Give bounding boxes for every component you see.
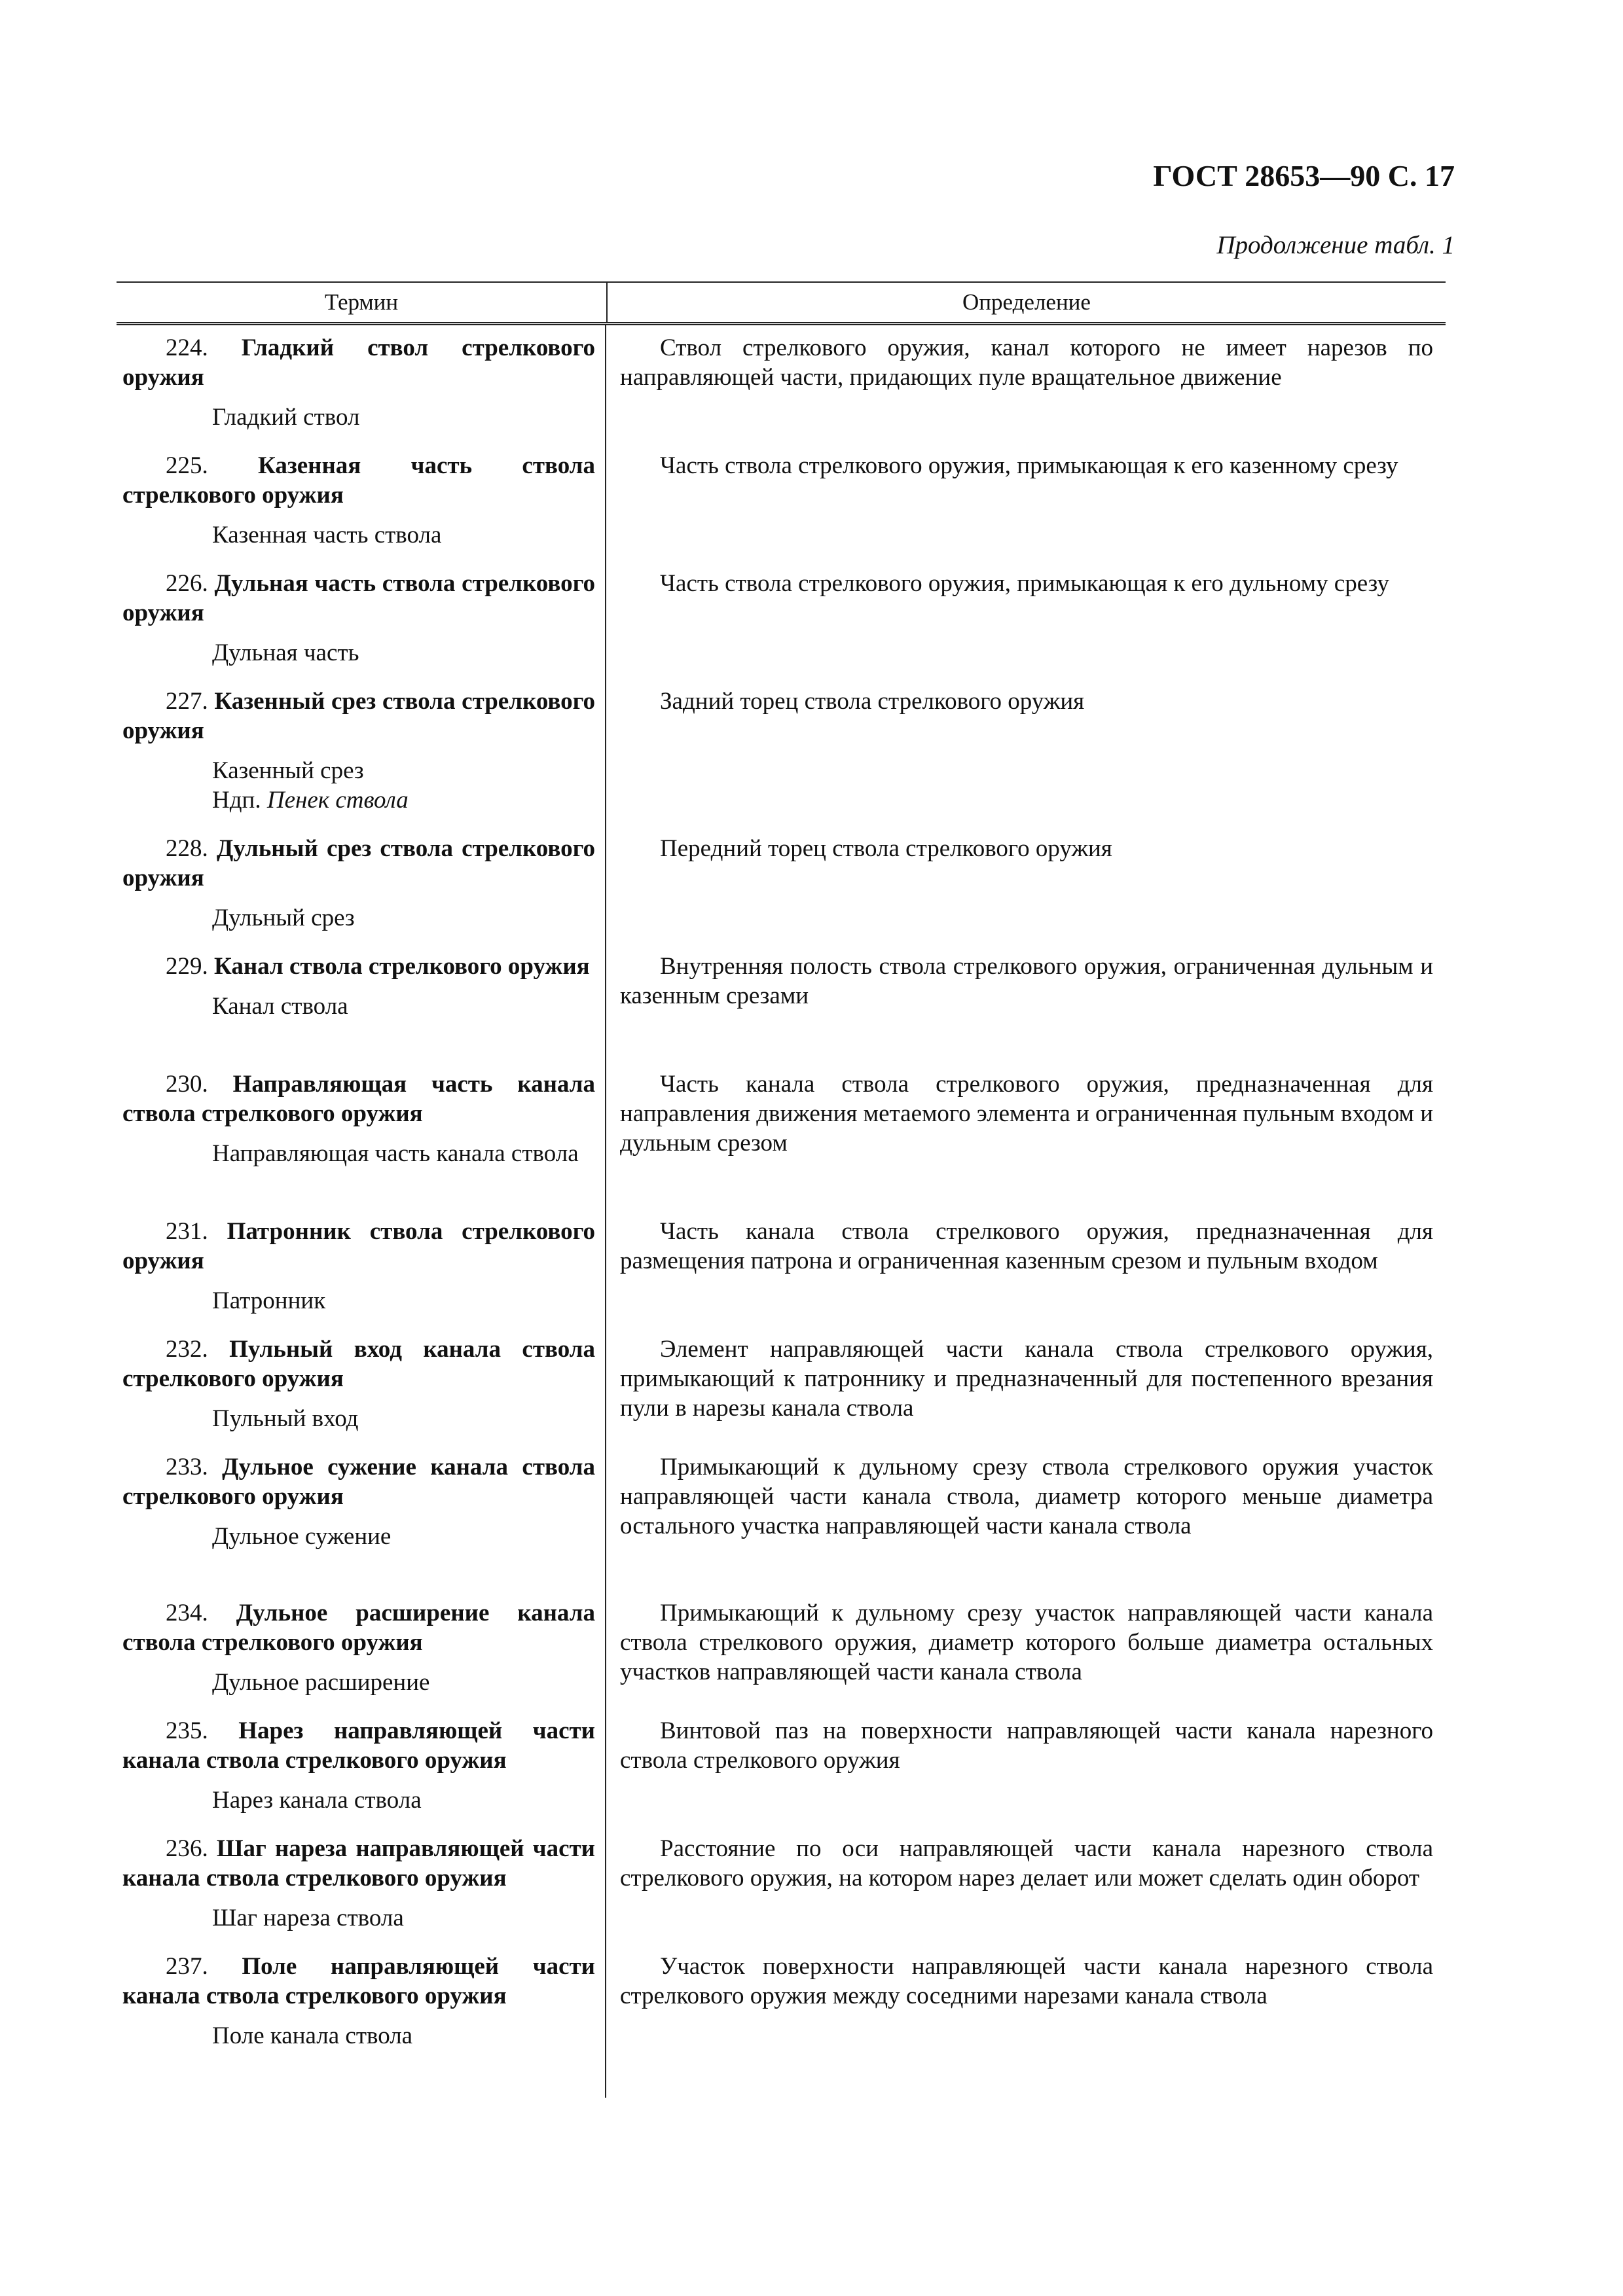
term-name: Казенная часть ствола стрелкового оружия (122, 452, 595, 509)
table-row (117, 834, 1446, 933)
short-term: Казенный срез (212, 757, 364, 784)
table-row (117, 1834, 1446, 1933)
term-entry (122, 834, 595, 893)
term-number: 231. (166, 1218, 208, 1245)
definition-text: Передний торец ствола стрелкового оружия (660, 835, 1112, 862)
definition-cell (606, 1069, 1446, 1168)
term-number: 229. (166, 953, 208, 980)
deprecated-term: Пенек ствола (266, 787, 409, 814)
definition-text: Участок поверхности направляющей части канала нарезного ствола стрелкового оружия между соседними нарезами канала ствола (620, 1953, 1433, 2009)
short-term: Канал ствола (212, 993, 348, 1020)
short-term: Направляющая часть канала ствола (212, 1140, 579, 1167)
term-name: Патронник ствола стрелкового оружия (122, 1218, 595, 1274)
definition-cell (606, 1716, 1446, 1815)
term-number: 228. (166, 835, 208, 862)
definition-text: Задний торец ствола стрелкового оружия (660, 688, 1085, 715)
definition-text: Примыкающий к дульному срезу участок направляющей части канала ствола стрелкового оружия, диаметр которого больше диаметра остальных участков направляющей части канала ствола (620, 1600, 1433, 1685)
term-entry (122, 1716, 595, 1775)
term-entry (122, 333, 595, 392)
definition-text: Ствол стрелкового оружия, канал которого не имеет нарезов по направляющей части, придающих пуле вращательное движение (620, 334, 1433, 391)
term-name: Канал ствола стрелкового оружия (214, 953, 590, 980)
term-cell (117, 1069, 606, 1168)
definition-cell (606, 451, 1446, 550)
table-row (117, 1452, 1446, 1551)
term-entry (122, 1952, 595, 2011)
definition-text: Элемент направляющей части канала ствола стрелкового оружия, примыкающий к патроннику и предназначенный для постепенного врезания пули в нарезы канала ствола (620, 1336, 1433, 1422)
definition-cell (606, 333, 1446, 432)
term-entry (122, 687, 595, 745)
definition-cell (606, 1952, 1446, 2051)
term-cell (117, 687, 606, 815)
term-name: Направляющая часть канала ствола стрелкового оружия (122, 1071, 595, 1127)
short-term: Поле канала ствола (212, 2022, 413, 2049)
term-number: 225. (166, 452, 208, 479)
definition-cell (606, 1452, 1446, 1551)
term-entry (122, 1217, 595, 1276)
term-name: Дульное расширение канала ствола стрелкового оружия (122, 1600, 596, 1656)
term-name: Гладкий ствол стрелкового оружия (122, 334, 596, 391)
term-number: 224. (166, 334, 208, 361)
definition-text: Часть канала ствола стрелкового оружия, предназначенная для направления движения метаемого элемента и ограниченная пульным входом и дульным срезом (620, 1071, 1433, 1157)
short-term: Шаг нареза ствола (212, 1905, 404, 1931)
table-row (117, 333, 1446, 432)
term-name: Дульный срез ствола стрелкового оружия (122, 835, 595, 891)
term-number: 235. (166, 1717, 208, 1744)
term-name: Пульный вход канала ствола стрелкового оружия (122, 1336, 595, 1392)
table-row (117, 952, 1446, 1021)
short-term: Пульный вход (212, 1405, 359, 1432)
short-term: Дульное расширение (212, 1669, 430, 1696)
definition-text: Примыкающий к дульному срезу ствола стрелкового оружия участок направляющей части канала ствола, диаметр которого меньше диаметра остального участка направляющей части канала ствола (620, 1454, 1433, 1539)
term-entry (122, 1834, 595, 1893)
definition-cell (606, 569, 1446, 668)
term-number: 237. (166, 1953, 208, 1980)
definition-cell (606, 834, 1446, 933)
table-row (117, 1217, 1446, 1316)
short-term: Нарез канала ствола (212, 1787, 422, 1814)
term-cell (117, 952, 606, 1021)
table-row (117, 1335, 1446, 1433)
term-cell (117, 1335, 606, 1433)
term-entry (122, 952, 595, 981)
term-number: 234. (166, 1600, 208, 1626)
table-row (117, 1598, 1446, 1697)
table-row (117, 451, 1446, 550)
table-row (117, 569, 1446, 668)
definition-cell (606, 1834, 1446, 1933)
definition-cell (606, 1217, 1446, 1316)
definition-text: Расстояние по оси направляющей части канала нарезного ствола стрелкового оружия, на котором нарез делает или может сделать один оборот (620, 1835, 1433, 1892)
table-row (117, 687, 1446, 815)
term-name: Нарез направляющей части канала ствола стрелкового оружия (122, 1717, 596, 1774)
term-name: Шаг нареза направляющей части канала ствола стрелкового оружия (122, 1835, 596, 1892)
column-header-definition: Определение (962, 289, 1091, 315)
table-header (117, 283, 1446, 325)
term-number: 226. (166, 570, 208, 597)
table-row (117, 1952, 1446, 2051)
definition-cell (606, 687, 1446, 815)
term-name: Казенный срез ствола стрелкового оружия (122, 688, 595, 744)
term-name: Поле направляющей части канала ствола стрелкового оружия (122, 1953, 595, 2009)
definition-text: Часть ствола стрелкового оружия, примыкающая к его казенному срезу (660, 452, 1398, 479)
term-number: 232. (166, 1336, 208, 1363)
term-cell (117, 834, 606, 933)
deprecated-label: Ндп. (212, 787, 261, 814)
term-entry (122, 1598, 595, 1657)
term-cell (117, 1952, 606, 2051)
term-number: 227. (166, 688, 208, 715)
term-name: Дульная часть ствола стрелкового оружия (122, 570, 595, 626)
definition-text: Часть канала ствола стрелкового оружия, предназначенная для размещения патрона и ограниченная казенным срезом и пульным входом (620, 1218, 1433, 1274)
term-name: Дульное сужение канала ствола стрелкового оружия (122, 1454, 595, 1510)
term-cell (117, 569, 606, 668)
table-row (117, 1716, 1446, 1815)
short-term: Дульный срез (212, 905, 355, 931)
definition-text: Часть ствола стрелкового оружия, примыкающая к его дульному срезу (660, 570, 1389, 597)
short-term: Дульная часть (212, 639, 359, 666)
term-cell (117, 1217, 606, 1316)
term-cell (117, 1834, 606, 1933)
terms-table (117, 281, 1446, 2049)
term-entry (122, 1335, 595, 1393)
table-continuation-label: Продолжение табл. 1 (1216, 231, 1455, 259)
short-term: Гладкий ствол (212, 404, 360, 431)
term-entry (122, 1069, 595, 1128)
definition-cell (606, 1598, 1446, 1697)
term-cell (117, 1598, 606, 1697)
definition-cell (606, 952, 1446, 1021)
term-number: 230. (166, 1071, 208, 1098)
term-cell (117, 1452, 606, 1551)
term-entry (122, 569, 595, 628)
table-row (117, 1069, 1446, 1168)
term-entry (122, 451, 595, 510)
definition-text: Винтовой паз на поверхности направляющей части канала нарезного ствола стрелкового оружия (620, 1717, 1433, 1774)
short-term: Патронник (212, 1287, 326, 1314)
term-cell (117, 451, 606, 550)
definition-text: Внутренняя полость ствола стрелкового оружия, ограниченная дульным и казенным срезами (620, 953, 1433, 1009)
term-cell (117, 333, 606, 432)
term-entry (122, 1452, 595, 1511)
document-header: ГОСТ 28653—90 С. 17 (1153, 159, 1455, 192)
short-term: Казенная часть ствола (212, 522, 442, 548)
term-number: 233. (166, 1454, 208, 1480)
column-header-term: Термин (117, 283, 608, 322)
short-term: Дульное сужение (212, 1523, 392, 1550)
deprecated-term-line (122, 785, 595, 815)
term-cell (117, 1716, 606, 1815)
term-number: 236. (166, 1835, 208, 1862)
definition-cell (606, 1335, 1446, 1433)
